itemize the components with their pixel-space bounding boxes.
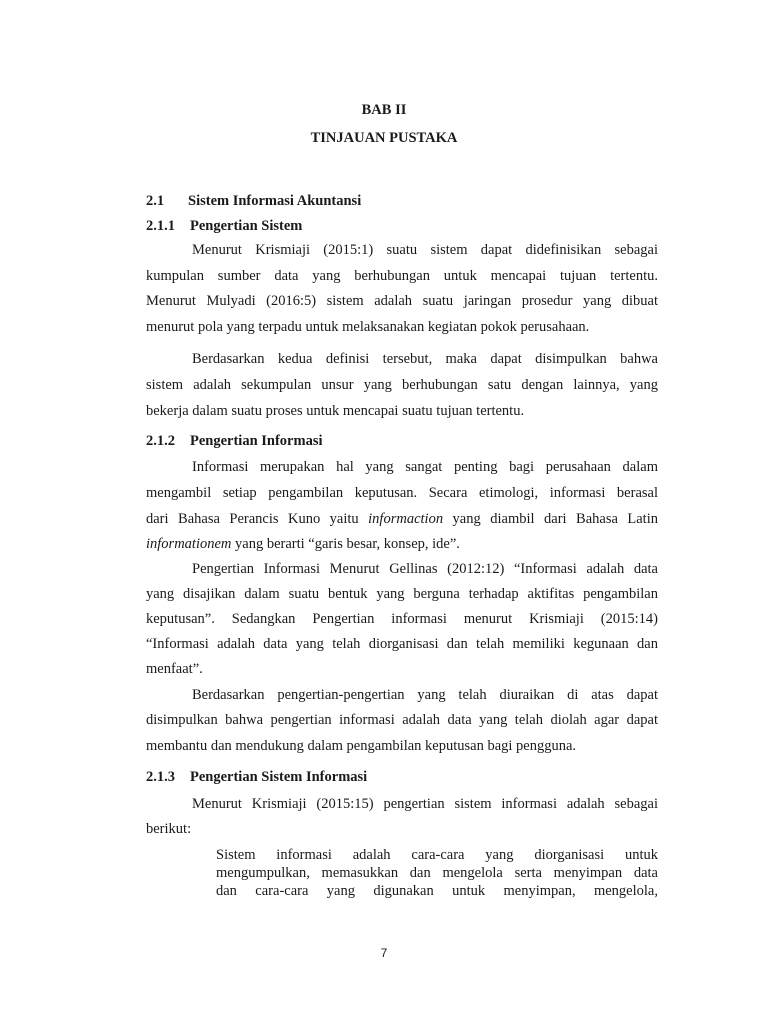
italic-term: informaction xyxy=(368,511,444,527)
paragraph-line: sistem adalah sekumpulan unsur yang berhubungan satu dengan lainnya, yang xyxy=(146,377,658,393)
paragraph-line: menurut pola yang terpadu untuk melaksanakan kegiatan pokok perusahaan. xyxy=(146,319,590,335)
paragraph-line: kumpulan sumber data yang berhubungan untuk mencapai tujuan tertentu. xyxy=(146,268,658,284)
paragraph-line xyxy=(146,510,658,528)
section-number: 2.1 xyxy=(146,193,165,209)
paragraph-line: Berdasarkan pengertian-pengertian yang telah diuraikan di atas dapat xyxy=(192,687,658,703)
paragraph-line: Menurut Mulyadi (2016:5) sistem adalah suatu jaringan prosedur yang dibuat xyxy=(146,293,658,309)
subsection-heading-2-1-3 xyxy=(146,769,367,786)
subsection-heading-2-1-1 xyxy=(146,218,302,235)
subsection-heading-2-1-2 xyxy=(146,433,323,450)
section-title: Pengertian Informasi xyxy=(190,433,323,449)
section-title: Pengertian Sistem xyxy=(190,218,303,234)
section-heading-2-1 xyxy=(146,193,361,210)
chapter-title: TINJAUAN PUSTAKA xyxy=(310,130,458,146)
paragraph-line: Berdasarkan kedua definisi tersebut, maka dapat disimpulkan bahwa xyxy=(192,351,658,367)
paragraph-line: Menurut Krismiaji (2015:1) suatu sistem dapat didefinisikan sebagai xyxy=(192,242,658,258)
text-run: yang diambil dari Bahasa Latin xyxy=(443,511,658,527)
section-number: 2.1.3 xyxy=(146,769,175,785)
block-quote-line: Sistem informasi adalah cara-cara yang diorganisasi untuk xyxy=(216,847,658,863)
chapter-label: BAB II xyxy=(361,102,407,118)
paragraph-line: berikut: xyxy=(146,821,192,837)
paragraph-line xyxy=(146,535,658,553)
italic-term: informationem xyxy=(146,536,232,552)
paragraph-line: disimpulkan bahwa pengertian informasi adalah data yang telah diolah agar dapat xyxy=(146,712,658,728)
block-quote-line: mengumpulkan, memasukkan dan mengelola serta menyimpan data xyxy=(216,865,658,881)
paragraph-line: Pengertian Informasi Menurut Gellinas (2012:12) “Informasi adalah data xyxy=(192,561,658,577)
section-title: Sistem Informasi Akuntansi xyxy=(188,193,362,209)
paragraph-line: keputusan”. Sedangkan Pengertian informasi menurut Krismiaji (2015:14) xyxy=(146,611,658,627)
block-quote-line: dan cara-cara yang digunakan untuk menyimpan, mengelola, xyxy=(216,883,658,899)
paragraph-line: mengambil setiap pengambilan keputusan. Secara etimologi, informasi berasal xyxy=(146,485,658,501)
text-run: dari Bahasa Perancis Kuno yaitu xyxy=(146,511,369,527)
paragraph-line: bekerja dalam suatu proses untuk mencapai suatu tujuan tertentu. xyxy=(146,403,525,419)
section-number: 2.1.2 xyxy=(146,433,175,449)
page-number: 7 xyxy=(380,946,388,960)
paragraph-line: Informasi merupakan hal yang sangat penting bagi perusahaan dalam xyxy=(192,459,658,475)
section-title: Pengertian Sistem Informasi xyxy=(190,769,368,785)
paragraph-line: yang disajikan dalam suatu bentuk yang berguna terhadap aktifitas pengambilan xyxy=(146,586,658,602)
paragraph-line: “Informasi adalah data yang telah diorganisasi dan telah memiliki kegunaan dan xyxy=(146,636,658,652)
paragraph-line: menfaat”. xyxy=(146,661,203,677)
text-run: yang berarti “garis besar, konsep, ide”. xyxy=(231,536,460,552)
paragraph-line: Menurut Krismiaji (2015:15) pengertian sistem informasi adalah sebagai xyxy=(192,796,658,812)
paragraph-line: membantu dan mendukung dalam pengambilan keputusan bagi pengguna. xyxy=(146,738,577,754)
section-number: 2.1.1 xyxy=(146,218,175,234)
